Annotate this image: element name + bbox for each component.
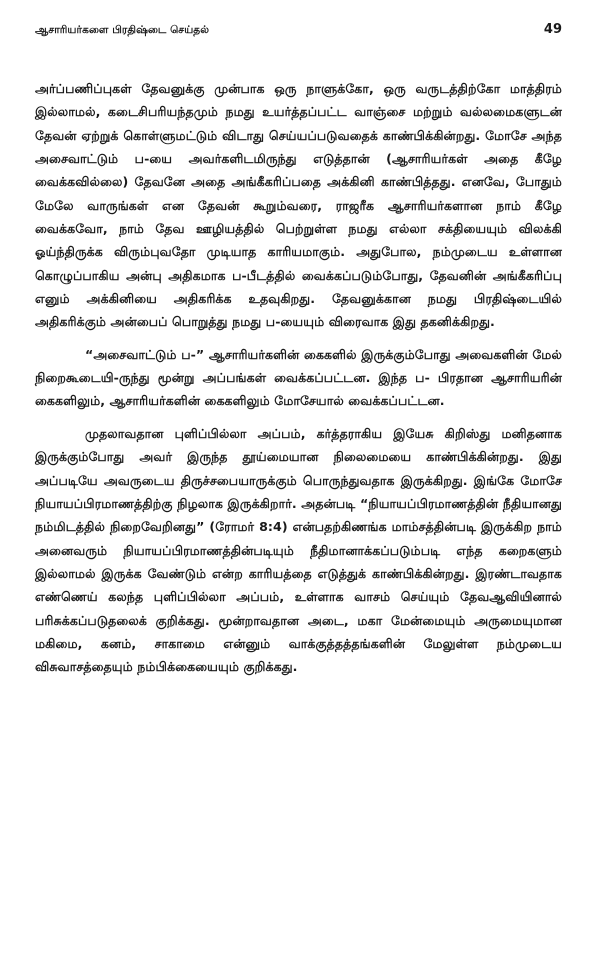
page-header bbox=[35, 22, 562, 37]
paragraph-1: அர்ப்பணிப்புகள் தேவனுக்கு முன்பாக ஒரு நாளுக்கோ, ஒரு வருடத்திற்கோ மாத்திரம் இல்லாமல், கடைசிபரியந்தமும் நமது உயர்த்தப்பட்ட வாஞ்சை மற்றும் வல்லமைகளுடன் தேவன் ஏற்றுக் கொள்ளுமட்டும் விடாது செய்யப்படுவதைக் காண்பிக்கின்றது. மோசே அந்த அசைவாட்டும் ப-யை அவர்களிடமிருந்து எடுத்தான் (ஆசாரியர்கள் அதை கீழே வைக்கவில்லை) தேவனே அதை அங்கீகரிப்பதை அக்கினி காண்பித்தது. எனவே, போதும் மேலே வாருங்கள் என தேவன் கூறும்வரை, ராஜரீக ஆசாரியர்களான நாம் கீழே வைக்கவோ, நாம் தேவ ஊழியத்தில் பெற்றுள்ள நமது எல்லா சக்தியையும் விலக்கி ஓய்ந்திருக்க விரும்புவதோ முடியாத காரியமாகும். அதுபோல, நம்முடைய உள்ளான கொழுப்பாகிய அன்பு அதிகமாக ப-பீடத்தில் வைக்கப்படும்போது, தேவனின் அங்கீகரிப்பு எனும் அக்கினியை அதிகரிக்க உதவுகிறது. தேவனுக்கான நமது பிரதிஷ்டையில் அதிகரிக்கும் அன்பைப் பொறுத்து நமது ப-யையும் விரைவாக இது தகனிக்கிறது. bbox=[35, 81, 562, 330]
running-title: ஆசாரியர்களை பிரதிஷ்டை செய்தல் bbox=[35, 24, 210, 36]
page-number: 49 bbox=[543, 22, 562, 37]
paragraph-3: முதலாவதான புளிப்பில்லா அப்பம், கர்த்தராகிய இயேசு கிறிஸ்து மனிதனாக இருக்கும்போது அவர் இருந்த தூய்மையான நிலைமையை காண்பிக்கின்றது. இது அப்படியே அவருடைய திருச்சபையாருக்கும் பொருந்துவதாக இருக்கிறது. இங்கே மோசே நியாயப்பிரமாணத்திற்கு நிழலாக இருக்கிறார். அதன்படி “நியாயப்பிரமாணத்தின் நீதியானது நம்மிடத்தில் நிறைவேறினது” (ரோமர் 8:4) என்பதற்கிணங்க மாம்சத்தின்படி இருக்கிற நாம் அனைவரும் நியாயப்பிரமாணத்தின்படியும் நீதிமானாக்கப்படும்படி எந்த கறைகளும் இல்லாமல் இருக்க வேண்டும் என்ற காரியத்தை எடுத்துக் காண்பிக்கின்றது. இரண்டாவதாக எண்ணெய் கலந்த புளிப்பில்லா அப்பம், உள்ளாக வாசம் செய்யும் தேவஆவியினால் பரிசுக்கப்படுதலைக் குறிக்கது. மூன்றாவதான அடை, மகா மேன்மையும் அருமையுமான மகிமை, கனம், சாகாமை என்னும் வாக்குத்தத்தங்களின் மேலுள்ள நம்முடைய விசுவாசத்தையும் நம்பிக்கையையும் குறிக்கது. bbox=[35, 425, 562, 675]
paragraph-2: “அசைவாட்டும் ப-” ஆசாரியர்களின் கைகளில் இருக்கும்போது அவைகளின் மேல் நிறைகூடையி-ருந்து மூன்று அப்பங்கள் வைக்கப்பட்டன. இந்த ப- பிரதான ஆசாரியரின் கைகளிலும், ஆசாரியர்களின் கைகளிலும் மோசேயால் வைக்கப்பட்டன. bbox=[35, 346, 562, 409]
